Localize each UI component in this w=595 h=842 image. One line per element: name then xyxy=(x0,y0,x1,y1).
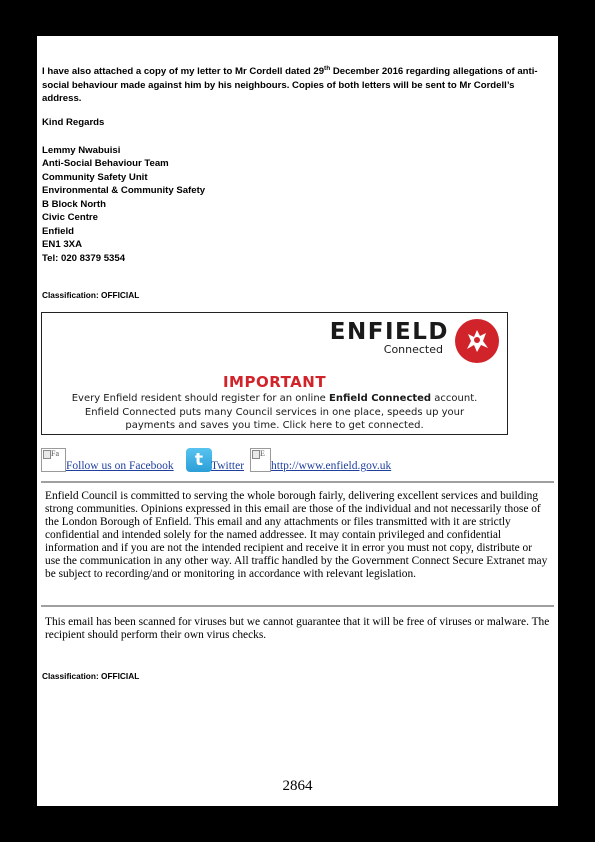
banner-line-1-start: Every Enfield resident should register for an online xyxy=(71,393,329,404)
banner-line-1 xyxy=(42,392,507,406)
date-ordinal-suffix: th xyxy=(324,65,331,72)
twitter-bird-icon[interactable]: t xyxy=(186,448,212,472)
classification-label-bottom: Classification: OFFICIAL xyxy=(42,671,140,681)
page-number: 2864 xyxy=(282,778,313,794)
signature-town: Enfield xyxy=(42,225,74,237)
facebook-broken-image-icon[interactable]: Fa xyxy=(41,448,66,472)
banner-heading: IMPORTANT xyxy=(222,373,327,391)
social-links-row xyxy=(41,448,541,476)
banner-body xyxy=(42,392,507,433)
banner-line-3: payments and saves you time. Click here to get connected. xyxy=(125,420,424,431)
signature-unit: Community Safety Unit xyxy=(42,171,148,183)
divider-top xyxy=(41,481,554,483)
website-link[interactable]: http://www.enfield.gov.uk xyxy=(271,460,392,472)
brand-subtitle: Connected xyxy=(383,343,443,356)
brand-name: ENFIELD xyxy=(329,319,449,345)
enfield-logo-text xyxy=(330,319,449,356)
document-page xyxy=(37,36,558,806)
signature-name: Lemmy Nwabuisi xyxy=(42,145,121,156)
signature-building: B Block North xyxy=(42,198,106,210)
banner-line-2: Enfield Connected puts many Council services in one place, speeds up your xyxy=(84,406,465,418)
closing-salutation: Kind Regards xyxy=(42,117,105,128)
signature-block xyxy=(42,144,205,265)
signature-phone: Tel: 020 8379 5354 xyxy=(42,252,126,264)
letter-paragraph xyxy=(42,62,554,105)
banner-line-1-brand: Enfield Connected xyxy=(329,393,432,404)
virus-scan-notice: This email has been scanned for viruses but we cannot guarantee that it will be free of viruses or malware. The recipient should perform their own virus checks. xyxy=(45,616,550,642)
signature-site: Civic Centre xyxy=(42,212,98,224)
legal-disclaimer: Enfield Council is committed to serving the whole borough fairly, delivering excellent services and building strong communities. Opinions expressed in this email are those of the individual and not necessarily those of the London Borough of Enfield. This email and any attachments or files transmitted with it are strictly confidential and intended solely for the named addressee. It may contain privileged and confidential information and if you are not the intended recipient and receive it in error you must not copy, distribute or use the communication in any other way. All traffic handled by the Government Connect Secure Extranet may be subject to recording/and or monitoring in accordance with relevant legislation. xyxy=(45,490,548,581)
signature-postcode: EN1 3XA xyxy=(42,239,82,251)
signature-team: Anti-Social Behaviour Team xyxy=(42,158,169,170)
banner-line-1-end: account. xyxy=(431,393,478,404)
divider-bottom xyxy=(41,605,554,607)
letter-paragraph-start: I have also attached a copy of my letter to Mr Cordell dated 29 xyxy=(42,66,325,78)
classification-label-top: Classification: OFFICIAL xyxy=(42,290,140,300)
letter-paragraph-end: December 2016 regarding allegations of anti-social behaviour made against him by his neighbours. Copies of both letters will be sent to Mr Cordell’s address. xyxy=(42,66,538,104)
enfield-connected-banner[interactable] xyxy=(41,312,508,435)
website-broken-image-icon[interactable]: E xyxy=(250,448,271,472)
facebook-link[interactable]: Follow us on Facebook xyxy=(66,460,174,472)
signature-department: Environmental & Community Safety xyxy=(42,185,206,197)
enfield-dragon-logo-icon xyxy=(455,319,499,363)
twitter-link[interactable]: Twitter xyxy=(211,460,245,472)
